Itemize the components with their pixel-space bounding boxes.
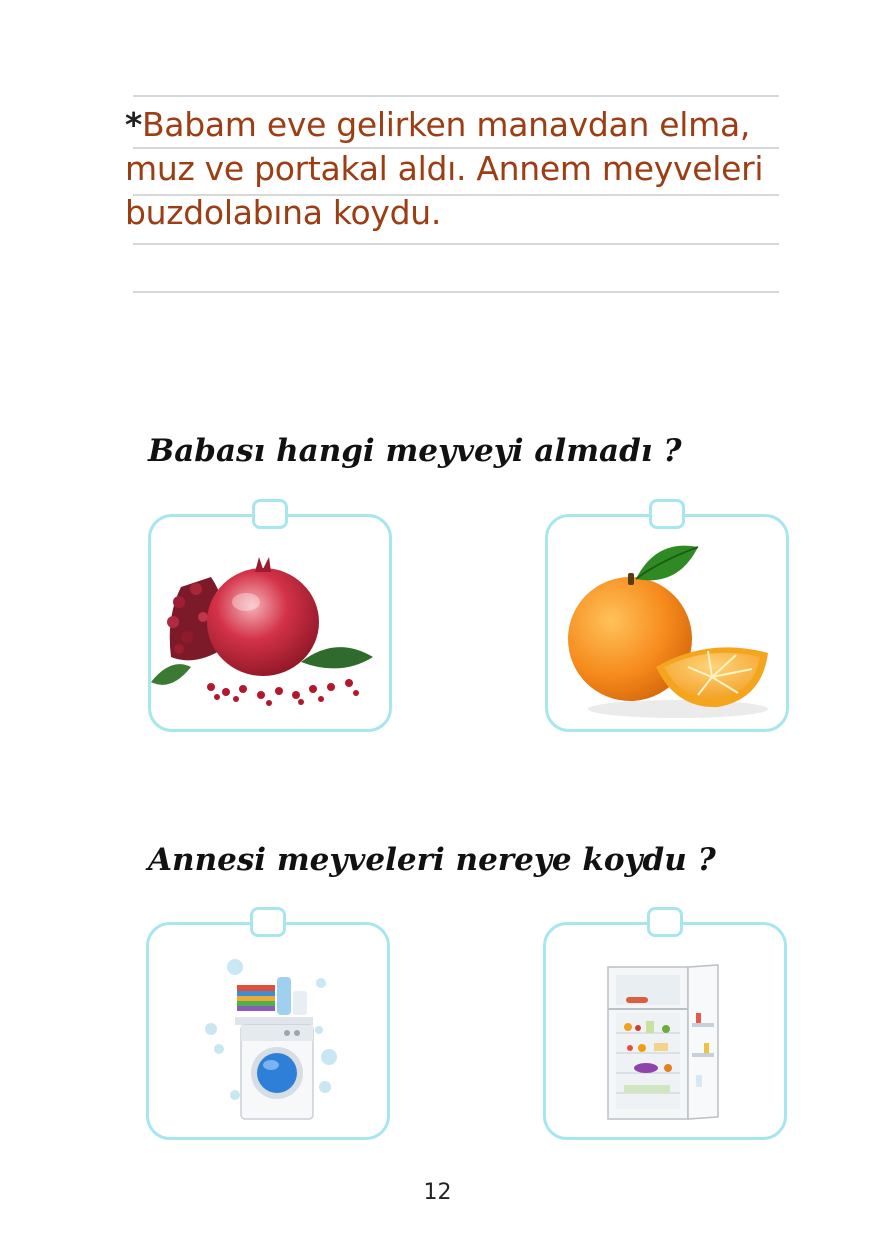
pomegranate-image bbox=[151, 517, 389, 729]
card-tab bbox=[252, 499, 288, 529]
page-number: 12 bbox=[423, 1180, 452, 1205]
ruled-line bbox=[133, 291, 779, 293]
washing-machine-image bbox=[149, 925, 387, 1137]
option-card-refrigerator[interactable] bbox=[543, 922, 787, 1140]
option-card-pomegranate[interactable] bbox=[148, 514, 392, 732]
question-2-text: Annesi meyveleri nereye koydu ? bbox=[148, 842, 716, 878]
orange-image bbox=[548, 517, 786, 729]
option-card-washing-machine[interactable] bbox=[146, 922, 390, 1140]
card-tab bbox=[647, 907, 683, 937]
ruled-line bbox=[133, 95, 779, 97]
story-text bbox=[125, 103, 805, 235]
card-tab bbox=[250, 907, 286, 937]
story-line-1: Babam eve gelirken manavdan elma, bbox=[141, 105, 751, 144]
story-line-2: muz ve portakal aldı. Annem meyveleri bbox=[125, 149, 764, 188]
question-1-text: Babası hangi meyveyi almadı ? bbox=[148, 433, 682, 469]
refrigerator-image bbox=[546, 925, 784, 1137]
ruled-line bbox=[133, 243, 779, 245]
story-star: * bbox=[125, 105, 142, 144]
story-line-3: buzdolabına koydu. bbox=[125, 193, 442, 232]
option-card-orange[interactable] bbox=[545, 514, 789, 732]
card-tab bbox=[649, 499, 685, 529]
